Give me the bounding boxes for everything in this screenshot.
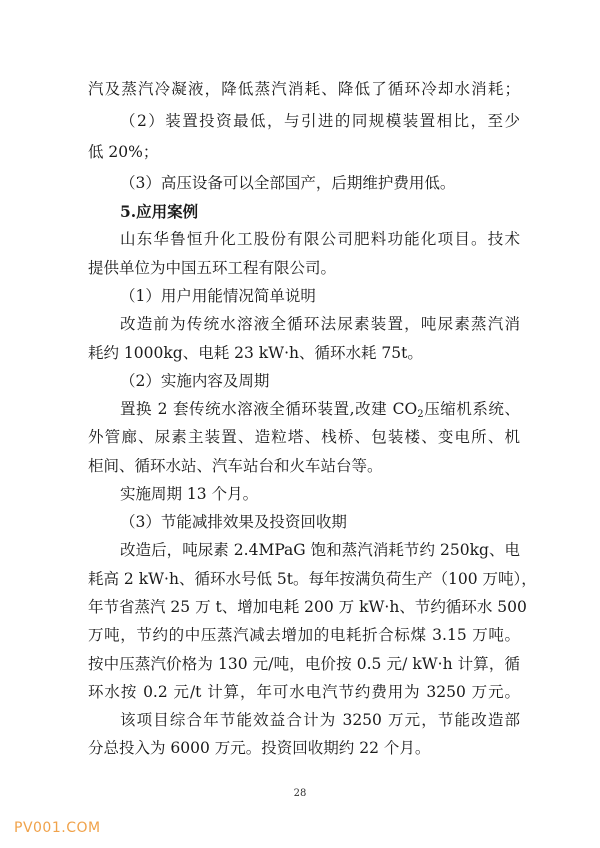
text-segment: 置换 2 套传统水溶液全循环装置,改建 CO [120,400,418,418]
body-line: 柜间、循环水站、汽车站台和火车站台等。 [88,457,383,475]
body-line: 分总投入为 6000 万元。投资回收期约 22 个月。 [88,739,431,757]
body-line [120,399,520,419]
body-line: 山东华鲁恒升化工股份有限公司肥料功能化项目。技术 [120,230,520,248]
page-number: 28 [293,788,307,799]
subheading: （3）节能减排效果及投资回收期 [120,513,347,531]
body-line: 改造后，吨尿素 2.4MPaG 饱和蒸汽消耗节约 250kg、电 [120,541,520,559]
body-line: 该项目综合年节能效益合计为 3250 万元，节能改造部 [120,711,520,729]
body-line: 汽及蒸汽冷凝液，降低蒸汽消耗、降低了循环冷却水消耗； [88,80,520,98]
body-line: 提供单位为中国五环工程有限公司。 [88,259,337,277]
subheading: （1）用户用能情况简单说明 [120,287,316,305]
watermark: PV001.COM [14,820,101,836]
subscript: 2 [417,409,424,420]
body-line: 年节省蒸汽 25 万 t、增加电耗 200 万 kW·h、节约循环水 500 [88,598,527,616]
body-line: 万吨，节约的中压蒸汽减去增加的电耗折合标煤 3.15 万吨。 [88,626,520,644]
body-line: （3）高压设备可以全部国产，后期维护费用低。 [120,174,456,192]
section-heading: 5.应用案例 [120,202,199,221]
body-line: 低 20%； [88,143,159,161]
text-segment: 压缩机系统、 [423,400,520,418]
body-line: 实施周期 13 个月。 [120,485,259,503]
subheading: （2）实施内容及周期 [120,372,270,390]
body-line: （2）装置投资最低，与引进的同规模装置相比，至少 [120,112,520,130]
body-line: 环水按 0.2 元/t 计算，年可水电汽节约费用为 3250 万元。 [88,683,520,701]
body-line: 改造前为传统水溶液全循环法尿素装置，吨尿素蒸汽消 [120,315,520,333]
body-line: 耗高 2 kW·h、循环水号低 5t。每年按满负荷生产（100 万吨）， [88,570,537,588]
body-line: 外管廊、尿素主装置、造粒塔、栈桥、包装楼、变电所、机 [88,428,520,446]
body-line: 耗约 1000kg、电耗 23 kW·h、循环水耗 75t。 [88,344,423,362]
body-line: 按中压蒸汽价格为 130 元/吨，电价按 0.5 元/ kW·h 计算，循 [88,655,520,673]
